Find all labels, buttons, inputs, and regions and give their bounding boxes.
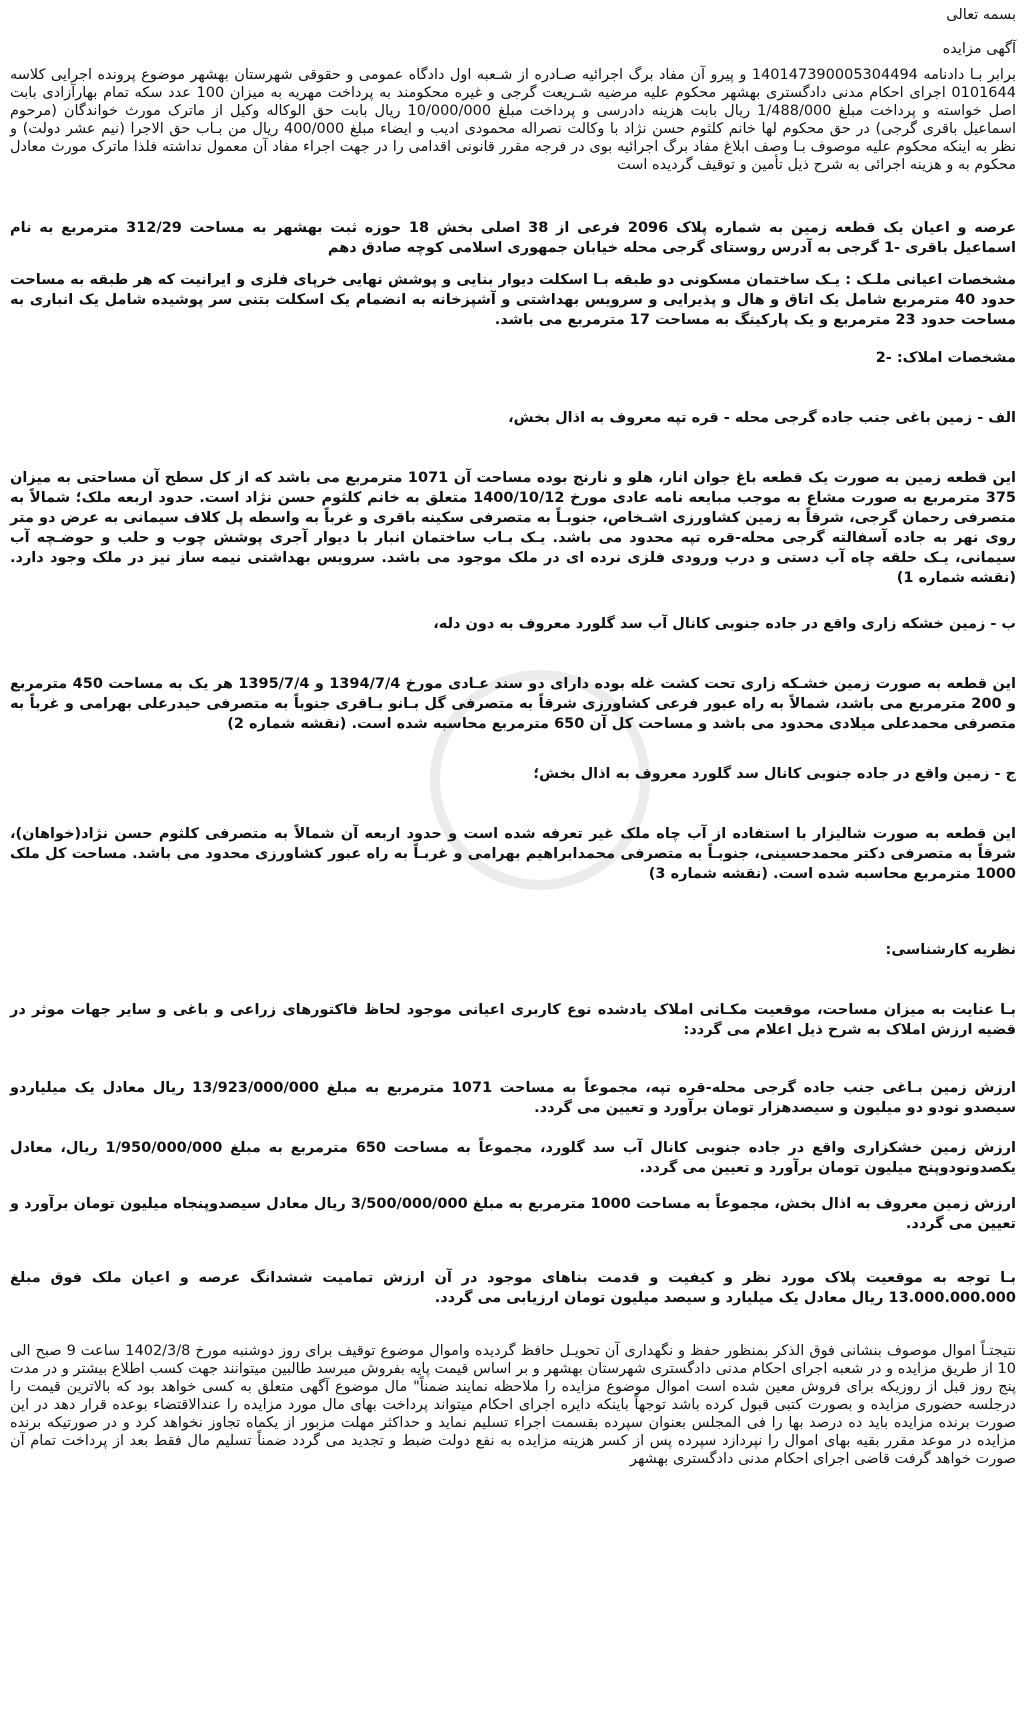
expert-opinion-heading: نظریه کارشناسی: xyxy=(885,942,1016,958)
section-a-heading: الف - زمین باغی جنب جاده گرجی محله - قره تپه معروف به اذال بخش، xyxy=(508,410,1016,426)
item-1-specifications: مشخصات اعیانی ملـک : یـک ساختمان مسکونی دو طبقه بـا اسکلت دیوار بنایی و پوشش نهایی خرپای فلزی و ایرانیت که هر طبقه به مساحت حدود 40 مترمربع شامل یک اتاق و هال و پذیرایی و سرویس بهداشتی و آشپزخانه به انضمام یک اسکلت بتنی سر پوشیده شامل یک انباری به مساحت حدود 23 مترمربع و یک پارکینگ به مساحت 17 مترمربع می باشد. xyxy=(10,272,1017,328)
section-b-body: این قطعه به صورت زمین خشـکه زاری تحت کشت غله بوده دارای دو سند عـادی مورخ 1394/7/4 و 1395/7/4 هر یک به مساحت 450 مترمربع و 200 مترمربع می باشد، شمالاً به راه عبور فرعی کشاورزی شرقاً به متصرفی گل بـانو بـاقری جنوباً به متصرفی حیدرعلی بهرامی و غرباً به متصرفی محمدعلی میلادی محدود می باشد و مساحت کل آن 650 مترمربع محاسبه شده است. (نقشه شماره 2) xyxy=(10,676,1017,732)
section-b-heading: ب - زمین خشکه زاری واقع در جاده جنوبی کانال آب سد گلورد معروف به دون دله، xyxy=(433,616,1016,632)
valuation-item-2: ارزش زمین خشکزاری واقع در جاده جنوبی کانال آب سد گلورد، مجموعاً به مساحت 650 مترمربع به مبلغ 1/950/000/000 ریال، معادل یکصدونودوپنج میلیون تومان برآورد و تعیین می گردد. xyxy=(10,1140,1016,1176)
valuation-item-1: ارزش زمین بـاغی جنب جاده گرجی محله-قره تپه، مجموعاً به مساحت 1071 مترمربع به مبلغ 13/923/000/000 ریال معادل یک میلیاردو سیصدو نودو دو میلیون و سیصدهزار تومان برآورد و تعیین می گردد. xyxy=(10,1080,1016,1116)
expert-opinion-intro: بـا عنایت به میزان مساحت، موقعیت مکـانی املاک یادشده نوع کاربری اعیانی موجود لحاظ فاکتورهای زراعی و باغی و سایر جهات موثر در قضیه ارزش املاک به شرح ذیل اعلام می گردد: xyxy=(10,1002,1016,1038)
valuation-item-3: ارزش زمین معروف به اذال بخش، مجموعاً به مساحت 1000 مترمربع به مبلغ 3/500/000/000 ریال معادل سیصدوپنجاه میلیون تومان برآورد و تعیین می گردد. xyxy=(10,1196,1016,1232)
valuation-summary: بـا توجه به موقعیت پلاک مورد نظر و کیفیت و قدمت بناهای موجود در آن ارزش تمامیت ششدانگ عرصه و اعیان ملک فوق مبلغ 13.000.000.000 ریال معادل یک میلیارد و سیصد میلیون تومان ارزیابی می گردد. xyxy=(10,1270,1016,1306)
item-1-description: عرصه و اعیان یک قطعه زمین به شماره پلاک 2096 فرعی از 38 اصلی بخش 18 حوزه ثبت بهشهر به مساحت 312/29 مترمربع به نام اسماعیل باقری -1 گرجی به آدرس روستای گرجی محله خیابان جمهوری اسلامی کوچه صادق دهم xyxy=(10,220,1017,256)
section-c-body: این قطعه به صورت شالیزار با استفاده از آب چاه ملک غیر تعرفه شده است و حدود اربعه آن شمالاً به متصرفی کلثوم حسن نژاد(خواهان)، شرقاً به متصرفی دکتر محمدحسینی، جنوبـاً به متصرفی محمدابراهیم بهرامی و غربـاً به راه عبور کشاورزی محدود می باشد. مساحت کل ملک 1000 مترمربع محاسبه شده است. (نقشه شماره 3) xyxy=(10,826,1016,882)
item-2-heading: مشخصات املاک: -2 xyxy=(875,350,1016,366)
notice-title: آگهی مزایده xyxy=(942,41,1016,57)
basmala: بسمه تعالی xyxy=(946,7,1016,23)
closing-paragraph: نتیجتـاً اموال موصوف بنشانی فوق الذکر بمنظور حفظ و نگهداری آن تحویـل حافظ گردیده واموال موضوع توقیف برای روز دوشنبه مورخ 1402/3/8 ساعت 9 صبح الی 10 از طریق مزایده و در شعبه اجرای احکام مدنی دادگستری شهرستان بهشهر و بر اساس قیمت پایه بفروش میرسد طالبین میتوانند جهت کسب اطلاع بیشتر و در مدت پنج روز قبل از روزیکه برای فروش معین شده است اموال موضوع مزایده را ملاحظه نمایند ضمناً" مال موضوع آگهی متعلق به کسی خواهد بود که بالاترین قیمت را درجلسه حضوری مزایده و بصورت کتبی قبول کرده باشد توجهاً باینکه دایره اجرای احکام میتواند پرداخت بهای مال مورد مزایده را عندالاقتضاء بوعده قرار دهد در این صورت برنده مزایده باید ده درصد بها را فی المجلس بعنوان سپرده بقسمت اجراء تسلیم نماید و حداکثر مهلت مزبور از یکماه تجاوز نخواهد کرد و در صورتیکه برنده مزایده در موعد مقرر بقیه بهای اموال را نپردازد سپرده پس از کسر هزینه مزایده به نفع دولت ضبط و تجدید می گردد ضمناً تسلیم مال فقط بعد از پرداخت تمام آن صورت خواهد گرفت قاضی اجرای احکام مدنی دادگستری بهشهر xyxy=(10,1343,1016,1467)
section-c-heading: ج - زمین واقع در جاده جنوبی کانال سد گلورد معروف به اذال بخش؛ xyxy=(533,766,1016,782)
intro-paragraph: برابر بـا دادنامه 140147390005304494 و پیرو آن مفاد برگ اجرائیه صـادره از شـعبه اول دادگاه عمومی و حقوقی شهرستان بهشهر موضوع پرونده اجرایی کلاسه 0101644 اجرای احکام مدنی دادگستری بهشهر محکوم علیه مرضیه شـریعت گرجی و غیره محکومند به پرداخت مهریه به میزان 100 عدد سکه تمام بهارآزادی بابت اصل خواسته و پرداخت مبلغ 1/488/000 ریال بابت هزینه دادرسی و پرداخت مبلغ 10/000/000 ریال بابت حق الوکاله وکیل از ماترک مورث خواندگان (مرحوم اسماعیل باقری گرجی) در حق محکوم لها خانم کلثوم حسن نژاد با وکالت نصراله محمودی ادیب و ایضاء مبلغ 400/000 ریال من بـاب حق الاجرا (نیم عشر دولت) و نظر به اینکه محکوم علیه موصوف بـا وصف ابلاغ مفاد برگ اجرائیه بوی در فرجه مقرر قانونی اقدامی را در جهت اجراء مفاد آن معمول نداشته فلذا ماترک مورث معادل محکوم به و هزینه اجرائی به شرح ذیل تأمین و توقیف گردیده است xyxy=(10,67,1016,173)
section-a-body: این قطعه زمین به صورت یک قطعه باغ جوان انار، هلو و نارنج بوده مساحت آن 1071 مترمربع می باشد که از کل سطح آن مساحتی به میزان 375 مترمربع به صورت مشاع به موجب مبایعه نامه عادی مورخ 1400/10/12 متعلق به خانم کلثوم حسن نژاد است. حدود اربعه ملک؛ شمالاً به متصرفی رحمان گرجی، شرقاً به زمین کشاورزی اشـخاص، جنوبـاً به متصرفی سکینه باقری و غرباً به واسطه پل کلاف سیمانی به عرض دو متر روی نهر به جاده آسفالته گرجی محله-قره تپه محدود می باشد. یـک بـاب ساختمان انبار با دیوار آجری پوشش چوب و حلب و حوضـچه آب سیمانی، یـک حلقه چاه آب دستی و درب ورودی فلزی نرده ای در ملک موجود می باشد. سرویس بهداشتی نیمه ساز نیز در ملک وجود دارد. (نقشه شماره 1) xyxy=(10,470,1017,586)
